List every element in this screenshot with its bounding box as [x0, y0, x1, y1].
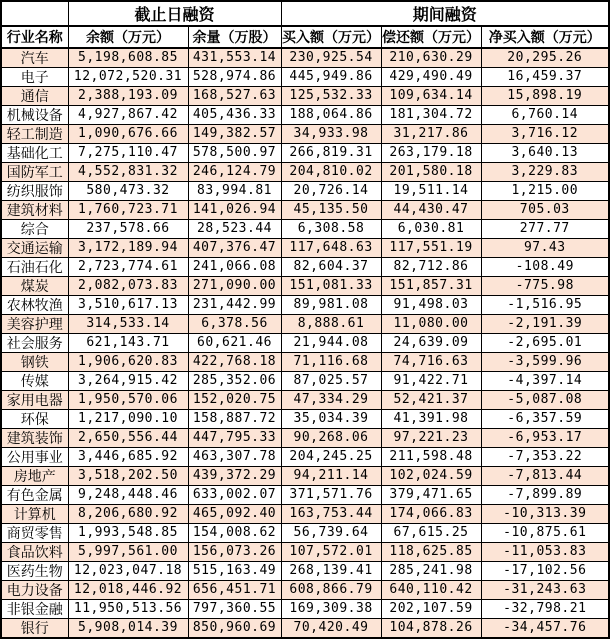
- value-cell: 515,163.49: [188, 562, 281, 581]
- value-cell: 11,950,513.56: [68, 600, 188, 619]
- industry-name-cell: 商贸零售: [1, 524, 68, 543]
- value-cell: 1,993,548.85: [68, 524, 188, 543]
- value-cell: 211,598.48: [381, 448, 481, 467]
- table-row: [1, 201, 609, 220]
- value-cell: 640,110.42: [381, 581, 481, 600]
- industry-name-cell: 农林牧渔: [1, 296, 68, 315]
- value-cell: 97,221.23: [381, 429, 481, 448]
- value-cell: -31,243.63: [481, 581, 609, 600]
- industry-name-cell: 钢铁: [1, 353, 68, 372]
- table-row: [1, 315, 609, 334]
- value-cell: 204,245.25: [281, 448, 381, 467]
- value-cell: 6,760.14: [481, 106, 609, 125]
- value-cell: -17,102.56: [481, 562, 609, 581]
- value-cell: -1,516.95: [481, 296, 609, 315]
- value-cell: 45,135.50: [281, 201, 381, 220]
- value-cell: 3,446,685.92: [68, 448, 188, 467]
- value-cell: 41,391.98: [381, 410, 481, 429]
- table-row: [1, 562, 609, 581]
- value-cell: 168,527.63: [188, 87, 281, 106]
- value-cell: 405,436.33: [188, 106, 281, 125]
- value-cell: 44,430.47: [381, 201, 481, 220]
- value-cell: 67,615.25: [381, 524, 481, 543]
- value-cell: 4,927,867.42: [68, 106, 188, 125]
- value-cell: -11,053.83: [481, 543, 609, 562]
- table-row: [1, 467, 609, 486]
- value-cell: -10,875.61: [481, 524, 609, 543]
- value-cell: 20,726.14: [281, 182, 381, 201]
- table-row: [1, 524, 609, 543]
- value-cell: -6,953.17: [481, 429, 609, 448]
- value-cell: -2,695.01: [481, 334, 609, 353]
- value-cell: 70,420.49: [281, 619, 381, 639]
- value-cell: 87,025.57: [281, 372, 381, 391]
- industry-name-cell: 石油石化: [1, 258, 68, 277]
- industry-name-cell: 公用事业: [1, 448, 68, 467]
- value-cell: 429,490.49: [381, 68, 481, 87]
- value-cell: 104,878.26: [381, 619, 481, 639]
- value-cell: 109,634.14: [381, 87, 481, 106]
- value-cell: 4,552,831.32: [68, 163, 188, 182]
- value-cell: 237,578.66: [68, 220, 188, 239]
- value-cell: 35,034.39: [281, 410, 381, 429]
- value-cell: 263,179.18: [381, 144, 481, 163]
- group-header-period-financing: 期间融资: [281, 1, 609, 26]
- value-cell: 2,650,556.44: [68, 429, 188, 448]
- value-cell: 9,248,448.46: [68, 486, 188, 505]
- industry-name-cell: 环保: [1, 410, 68, 429]
- table-row: [1, 68, 609, 87]
- value-cell: 12,023,047.18: [68, 562, 188, 581]
- value-cell: 91,422.71: [381, 372, 481, 391]
- table-row: [1, 48, 609, 68]
- value-cell: 16,459.37: [481, 68, 609, 87]
- value-cell: 71,116.68: [281, 353, 381, 372]
- value-cell: 188,064.86: [281, 106, 381, 125]
- value-cell: 83,994.81: [188, 182, 281, 201]
- industry-name-cell: 汽车: [1, 48, 68, 68]
- value-cell: -3,599.96: [481, 353, 609, 372]
- value-cell: 6,308.58: [281, 220, 381, 239]
- industry-name-cell: 综合: [1, 220, 68, 239]
- value-cell: 850,960.69: [188, 619, 281, 639]
- value-cell: -5,087.08: [481, 391, 609, 410]
- industry-name-cell: 有色金属: [1, 486, 68, 505]
- industry-name-cell: 纺织服饰: [1, 182, 68, 201]
- table-row: [1, 87, 609, 106]
- value-cell: 117,648.63: [281, 239, 381, 258]
- table-row: [1, 182, 609, 201]
- column-header-row: [1, 26, 609, 48]
- value-cell: 89,981.08: [281, 296, 381, 315]
- value-cell: 314,533.14: [68, 315, 188, 334]
- value-cell: 82,604.37: [281, 258, 381, 277]
- value-cell: 21,944.08: [281, 334, 381, 353]
- value-cell: 31,217.86: [381, 125, 481, 144]
- table-row: [1, 296, 609, 315]
- table-row: [1, 486, 609, 505]
- group-header-cutoff-financing: 截止日融资: [68, 1, 281, 26]
- table-row: [1, 410, 609, 429]
- value-cell: 97.43: [481, 239, 609, 258]
- value-cell: -4,397.14: [481, 372, 609, 391]
- table-row: [1, 619, 609, 639]
- value-cell: 656,451.71: [188, 581, 281, 600]
- value-cell: 1,906,620.83: [68, 353, 188, 372]
- value-cell: 285,241.98: [381, 562, 481, 581]
- table-row: [1, 600, 609, 619]
- value-cell: 125,532.33: [281, 87, 381, 106]
- value-cell: 74,716.63: [381, 353, 481, 372]
- industry-name-cell: 传媒: [1, 372, 68, 391]
- value-cell: 266,819.31: [281, 144, 381, 163]
- value-cell: 11,080.00: [381, 315, 481, 334]
- value-cell: 463,307.78: [188, 448, 281, 467]
- value-cell: 210,630.29: [381, 48, 481, 68]
- value-cell: 2,388,193.09: [68, 87, 188, 106]
- value-cell: 797,360.55: [188, 600, 281, 619]
- industry-name-cell: 煤炭: [1, 277, 68, 296]
- value-cell: 285,352.06: [188, 372, 281, 391]
- table-row: [1, 163, 609, 182]
- value-cell: 3,172,189.94: [68, 239, 188, 258]
- value-cell: -108.49: [481, 258, 609, 277]
- table-row: [1, 429, 609, 448]
- value-cell: 230,925.54: [281, 48, 381, 68]
- value-cell: 3,716.12: [481, 125, 609, 144]
- value-cell: 24,639.09: [381, 334, 481, 353]
- value-cell: 7,275,110.47: [68, 144, 188, 163]
- value-cell: 90,268.06: [281, 429, 381, 448]
- value-cell: 445,949.86: [281, 68, 381, 87]
- value-cell: 633,002.07: [188, 486, 281, 505]
- industry-name-cell: 建筑材料: [1, 201, 68, 220]
- value-cell: 82,712.86: [381, 258, 481, 277]
- value-cell: 3,640.13: [481, 144, 609, 163]
- value-cell: 107,572.01: [281, 543, 381, 562]
- table-row: [1, 334, 609, 353]
- table-row: [1, 144, 609, 163]
- industry-name-cell: 美容护理: [1, 315, 68, 334]
- value-cell: 1,215.00: [481, 182, 609, 201]
- value-cell: 5,908,014.39: [68, 619, 188, 639]
- table-row: [1, 220, 609, 239]
- value-cell: 52,421.37: [381, 391, 481, 410]
- value-cell: 705.03: [481, 201, 609, 220]
- value-cell: 1,950,570.06: [68, 391, 188, 410]
- value-cell: -775.98: [481, 277, 609, 296]
- value-cell: 47,334.29: [281, 391, 381, 410]
- industry-name-cell: 轻工制造: [1, 125, 68, 144]
- value-cell: 156,073.26: [188, 543, 281, 562]
- value-cell: 94,211.14: [281, 467, 381, 486]
- industry-name-cell: 基础化工: [1, 144, 68, 163]
- value-cell: 204,810.02: [281, 163, 381, 182]
- value-cell: -7,813.44: [481, 467, 609, 486]
- industry-name-cell: 电力设备: [1, 581, 68, 600]
- value-cell: 151,081.33: [281, 277, 381, 296]
- industry-name-cell: 社会服务: [1, 334, 68, 353]
- value-cell: 439,372.29: [188, 467, 281, 486]
- value-cell: 246,124.79: [188, 163, 281, 182]
- value-cell: 28,523.44: [188, 220, 281, 239]
- value-cell: 578,500.97: [188, 144, 281, 163]
- industry-name-cell: 国防军工: [1, 163, 68, 182]
- table-row: [1, 448, 609, 467]
- industry-name-cell: 家用电器: [1, 391, 68, 410]
- value-cell: 1,217,090.10: [68, 410, 188, 429]
- value-cell: 268,139.41: [281, 562, 381, 581]
- value-cell: -10,313.39: [481, 505, 609, 524]
- column-header-balance: 余额（万元）: [68, 26, 188, 48]
- value-cell: 163,753.44: [281, 505, 381, 524]
- industry-name-cell: 通信: [1, 87, 68, 106]
- value-cell: 202,107.59: [381, 600, 481, 619]
- corner-cell: [1, 1, 68, 26]
- value-cell: -32,798.21: [481, 600, 609, 619]
- value-cell: 117,551.19: [381, 239, 481, 258]
- value-cell: 181,304.72: [381, 106, 481, 125]
- table-row: [1, 391, 609, 410]
- value-cell: 422,768.18: [188, 353, 281, 372]
- value-cell: -34,457.76: [481, 619, 609, 639]
- value-cell: 12,072,520.31: [68, 68, 188, 87]
- value-cell: 152,020.75: [188, 391, 281, 410]
- value-cell: 271,090.00: [188, 277, 281, 296]
- value-cell: 60,621.46: [188, 334, 281, 353]
- value-cell: 241,066.08: [188, 258, 281, 277]
- value-cell: 141,026.94: [188, 201, 281, 220]
- table-row: [1, 258, 609, 277]
- industry-name-cell: 交通运输: [1, 239, 68, 258]
- value-cell: 8,206,680.92: [68, 505, 188, 524]
- value-cell: 379,471.65: [381, 486, 481, 505]
- value-cell: 5,198,608.85: [68, 48, 188, 68]
- value-cell: 56,739.64: [281, 524, 381, 543]
- value-cell: 102,024.59: [381, 467, 481, 486]
- value-cell: 2,082,073.83: [68, 277, 188, 296]
- column-header-buy-amount: 买入额（万元）: [281, 26, 381, 48]
- value-cell: 621,143.71: [68, 334, 188, 353]
- value-cell: 431,553.14: [188, 48, 281, 68]
- table-row: [1, 505, 609, 524]
- table-row: [1, 581, 609, 600]
- value-cell: 91,498.03: [381, 296, 481, 315]
- industry-name-cell: 银行: [1, 619, 68, 639]
- value-cell: 201,580.18: [381, 163, 481, 182]
- column-header-industry: 行业名称: [1, 26, 68, 48]
- value-cell: 371,571.76: [281, 486, 381, 505]
- value-cell: 5,997,561.00: [68, 543, 188, 562]
- table-row: [1, 372, 609, 391]
- value-cell: -2,191.39: [481, 315, 609, 334]
- value-cell: 19,511.14: [381, 182, 481, 201]
- value-cell: 149,382.57: [188, 125, 281, 144]
- industry-name-cell: 非银金融: [1, 600, 68, 619]
- value-cell: 154,008.62: [188, 524, 281, 543]
- value-cell: 528,974.86: [188, 68, 281, 87]
- value-cell: 407,376.47: [188, 239, 281, 258]
- value-cell: 6,030.81: [381, 220, 481, 239]
- value-cell: 447,795.33: [188, 429, 281, 448]
- value-cell: 3,510,617.13: [68, 296, 188, 315]
- value-cell: 34,933.98: [281, 125, 381, 144]
- industry-name-cell: 机械设备: [1, 106, 68, 125]
- value-cell: 277.77: [481, 220, 609, 239]
- value-cell: -7,899.89: [481, 486, 609, 505]
- industry-name-cell: 医药生物: [1, 562, 68, 581]
- value-cell: 1,760,723.71: [68, 201, 188, 220]
- value-cell: 8,888.61: [281, 315, 381, 334]
- table-row: [1, 125, 609, 144]
- column-header-net-buy-amount: 净买入额（万元）: [481, 26, 609, 48]
- table-row: [1, 277, 609, 296]
- table-row: [1, 106, 609, 125]
- value-cell: -7,353.22: [481, 448, 609, 467]
- value-cell: 151,857.31: [381, 277, 481, 296]
- industry-name-cell: 建筑装饰: [1, 429, 68, 448]
- value-cell: 465,092.40: [188, 505, 281, 524]
- industry-name-cell: 食品饮料: [1, 543, 68, 562]
- column-header-volume: 余量（万股）: [188, 26, 281, 48]
- value-cell: 1,090,676.66: [68, 125, 188, 144]
- value-cell: 3,264,915.42: [68, 372, 188, 391]
- industry-name-cell: 计算机: [1, 505, 68, 524]
- value-cell: 20,295.26: [481, 48, 609, 68]
- value-cell: 3,518,202.50: [68, 467, 188, 486]
- value-cell: 158,887.72: [188, 410, 281, 429]
- value-cell: 608,866.79: [281, 581, 381, 600]
- value-cell: 3,229.83: [481, 163, 609, 182]
- value-cell: 2,723,774.61: [68, 258, 188, 277]
- value-cell: 169,309.38: [281, 600, 381, 619]
- table-row: [1, 239, 609, 258]
- value-cell: 6,378.56: [188, 315, 281, 334]
- industry-name-cell: 房地产: [1, 467, 68, 486]
- industry-name-cell: 电子: [1, 68, 68, 87]
- value-cell: 15,898.19: [481, 87, 609, 106]
- value-cell: 231,442.99: [188, 296, 281, 315]
- value-cell: -6,357.59: [481, 410, 609, 429]
- table-row: [1, 543, 609, 562]
- value-cell: 580,473.32: [68, 182, 188, 201]
- table-row: [1, 353, 609, 372]
- value-cell: 12,018,446.92: [68, 581, 188, 600]
- value-cell: 118,625.85: [381, 543, 481, 562]
- table-body: [1, 48, 609, 638]
- group-header-row: [1, 1, 609, 26]
- value-cell: 174,066.83: [381, 505, 481, 524]
- column-header-repay-amount: 偿还额（万元）: [381, 26, 481, 48]
